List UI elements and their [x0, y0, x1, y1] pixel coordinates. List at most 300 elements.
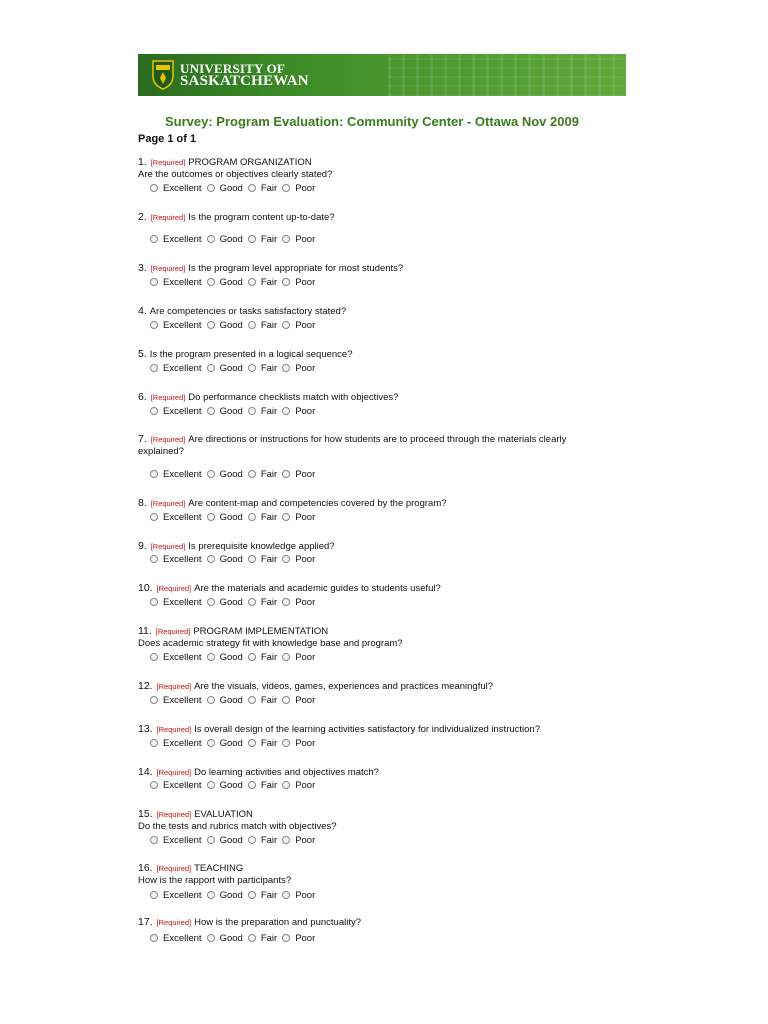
option-label: Good — [219, 651, 243, 663]
radio-button[interactable] — [150, 184, 158, 192]
option-label: Poor — [295, 362, 316, 374]
option-poor[interactable] — [282, 780, 315, 791]
radio-button[interactable] — [207, 598, 215, 606]
option-good[interactable] — [207, 738, 243, 749]
radio-button[interactable] — [248, 739, 256, 747]
option-poor[interactable] — [282, 835, 315, 846]
option-fair[interactable] — [248, 512, 277, 523]
option-excellent[interactable] — [150, 780, 202, 791]
question-heading — [138, 211, 598, 224]
option-good[interactable] — [207, 780, 243, 791]
option-label: Poor — [295, 319, 316, 331]
option-good[interactable] — [207, 695, 243, 706]
option-poor[interactable] — [282, 277, 315, 288]
question-6 — [138, 391, 598, 404]
question-heading — [138, 497, 598, 510]
radio-button[interactable] — [150, 470, 158, 478]
option-good[interactable] — [207, 597, 243, 608]
question-5 — [138, 348, 598, 361]
rating-options-12 — [150, 694, 320, 706]
rating-options-17 — [150, 932, 320, 944]
question-text: PROGRAM ORGANIZATION — [188, 157, 312, 168]
required-tag: [Required] — [156, 584, 192, 593]
radio-button[interactable] — [207, 934, 215, 942]
required-tag: [Required] — [156, 682, 192, 691]
option-label: Excellent — [163, 362, 202, 374]
radio-button[interactable] — [282, 934, 290, 942]
option-fair[interactable] — [248, 234, 277, 245]
option-good[interactable] — [207, 933, 243, 944]
radio-button[interactable] — [150, 364, 158, 372]
option-fair[interactable] — [248, 890, 277, 901]
logo-line-2: SASKATCHEWAN — [180, 73, 309, 89]
radio-button[interactable] — [282, 555, 290, 563]
option-label: Poor — [295, 511, 316, 523]
option-good[interactable] — [207, 835, 243, 846]
radio-button[interactable] — [207, 470, 215, 478]
option-label: Fair — [260, 405, 278, 417]
radio-button[interactable] — [248, 891, 256, 899]
option-fair[interactable] — [248, 933, 277, 944]
option-fair[interactable] — [248, 780, 277, 791]
option-fair[interactable] — [248, 695, 277, 706]
radio-button[interactable] — [248, 278, 256, 286]
option-label: Excellent — [163, 651, 202, 663]
option-excellent[interactable] — [150, 835, 202, 846]
question-number: 10. — [138, 582, 156, 594]
option-label: Good — [219, 889, 243, 901]
option-label: Good — [219, 932, 243, 944]
option-good[interactable] — [207, 320, 243, 331]
option-label: Poor — [295, 233, 316, 245]
option-poor[interactable] — [282, 652, 315, 663]
option-poor[interactable] — [282, 695, 315, 706]
radio-button[interactable] — [150, 321, 158, 329]
question-text: Are content-map and competencies covered by the program? — [188, 498, 447, 509]
option-excellent[interactable] — [150, 406, 202, 417]
option-excellent[interactable] — [150, 320, 202, 331]
question-4 — [138, 305, 598, 318]
question-number: 17. — [138, 916, 156, 928]
radio-button[interactable] — [248, 555, 256, 563]
radio-button[interactable] — [150, 653, 158, 661]
crest-icon — [152, 60, 174, 90]
option-label: Poor — [295, 889, 316, 901]
question-heading — [138, 723, 598, 736]
question-heading — [138, 680, 598, 693]
radio-button[interactable] — [282, 513, 290, 521]
radio-button[interactable] — [248, 184, 256, 192]
rating-options-4 — [150, 319, 320, 331]
option-good[interactable] — [207, 277, 243, 288]
question-number: 16. — [138, 862, 156, 874]
radio-button[interactable] — [150, 891, 158, 899]
radio-button[interactable] — [150, 407, 158, 415]
option-fair[interactable] — [248, 363, 277, 374]
required-tag: [Required] — [150, 542, 186, 551]
radio-button[interactable] — [150, 836, 158, 844]
question-text: Are the visuals, videos, games, experiences and practices meaningful? — [194, 681, 494, 692]
required-tag: [Required] — [150, 499, 186, 508]
option-poor[interactable] — [282, 183, 315, 194]
option-fair[interactable] — [248, 835, 277, 846]
radio-button[interactable] — [248, 836, 256, 844]
radio-button[interactable] — [282, 836, 290, 844]
required-tag: [Required] — [150, 435, 186, 444]
page-info: Page 1 of 1 — [138, 133, 197, 145]
rating-options-8 — [150, 511, 320, 523]
radio-button[interactable] — [248, 513, 256, 521]
option-excellent[interactable] — [150, 277, 202, 288]
option-label: Fair — [260, 468, 278, 480]
question-14 — [138, 766, 598, 779]
required-tag: [Required] — [156, 725, 192, 734]
option-label: Poor — [295, 932, 316, 944]
question-text: Is overall design of the learning activities satisfactory for individualized instruction? — [194, 724, 540, 735]
rating-options-9 — [150, 553, 320, 565]
option-label: Fair — [260, 932, 278, 944]
question-text: Are the materials and academic guides to students useful? — [194, 583, 441, 594]
radio-button[interactable] — [207, 555, 215, 563]
question-number: 9. — [138, 540, 150, 552]
option-label: Good — [219, 596, 243, 608]
question-number: 11. — [138, 625, 155, 637]
question-heading — [138, 305, 598, 318]
option-good[interactable] — [207, 890, 243, 901]
option-label: Good — [219, 834, 243, 846]
radio-button[interactable] — [248, 934, 256, 942]
option-label: Good — [219, 737, 243, 749]
radio-button[interactable] — [248, 781, 256, 789]
radio-button[interactable] — [207, 278, 215, 286]
radio-button[interactable] — [248, 653, 256, 661]
option-label: Excellent — [163, 511, 202, 523]
option-excellent[interactable] — [150, 738, 202, 749]
radio-button[interactable] — [282, 278, 290, 286]
question-heading — [138, 862, 598, 875]
radio-button[interactable] — [248, 364, 256, 372]
question-subtext: How is the rapport with participants? — [138, 875, 292, 886]
radio-button[interactable] — [150, 513, 158, 521]
option-excellent[interactable] — [150, 695, 202, 706]
rating-options-15 — [150, 834, 320, 846]
option-good[interactable] — [207, 652, 243, 663]
option-label: Fair — [260, 889, 278, 901]
question-heading — [138, 766, 598, 779]
question-number: 15. — [138, 808, 156, 820]
option-excellent[interactable] — [150, 933, 202, 944]
required-tag: [Required] — [150, 264, 186, 273]
option-label: Fair — [260, 362, 278, 374]
radio-button[interactable] — [207, 739, 215, 747]
option-label: Poor — [295, 694, 316, 706]
option-poor[interactable] — [282, 234, 315, 245]
option-poor[interactable] — [282, 320, 315, 331]
question-text: Are directions or instructions for how students are to proceed through the materials clearly explained? — [138, 434, 567, 457]
banner-building-pattern — [388, 54, 626, 96]
question-9 — [138, 540, 598, 553]
radio-button[interactable] — [207, 513, 215, 521]
option-label: Good — [219, 182, 243, 194]
question-text: Are competencies or tasks satisfactory stated? — [149, 306, 347, 317]
radio-button[interactable] — [207, 696, 215, 704]
option-label: Fair — [260, 319, 278, 331]
question-17 — [138, 916, 598, 929]
logo-line-1: UNIVERSITY OF — [180, 61, 286, 76]
option-label: Fair — [260, 233, 278, 245]
question-number: 4. — [138, 305, 150, 317]
question-text: Do learning activities and objectives match? — [194, 767, 379, 778]
question-number: 7. — [138, 433, 150, 445]
question-16 — [138, 862, 598, 887]
survey-title: Survey: Program Evaluation: Community Center - Ottawa Nov 2009 — [165, 114, 579, 129]
rating-options-1 — [150, 182, 320, 194]
option-good[interactable] — [207, 512, 243, 523]
question-number: 12. — [138, 680, 156, 692]
question-text: Is the program content up-to-date? — [188, 212, 335, 223]
option-label: Excellent — [163, 834, 202, 846]
radio-button[interactable] — [248, 235, 256, 243]
option-fair[interactable] — [248, 652, 277, 663]
radio-button[interactable] — [282, 739, 290, 747]
option-label: Good — [219, 511, 243, 523]
option-excellent[interactable] — [150, 597, 202, 608]
question-1 — [138, 156, 598, 181]
option-good[interactable] — [207, 554, 243, 565]
radio-button[interactable] — [207, 235, 215, 243]
option-fair[interactable] — [248, 469, 277, 480]
rating-options-5 — [150, 362, 320, 374]
question-text: TEACHING — [194, 863, 244, 874]
question-text: PROGRAM IMPLEMENTATION — [193, 626, 329, 637]
option-label: Poor — [295, 651, 316, 663]
radio-button[interactable] — [282, 891, 290, 899]
option-label: Poor — [295, 596, 316, 608]
option-label: Good — [219, 779, 243, 791]
option-excellent[interactable] — [150, 469, 202, 480]
question-text: Do performance checklists match with objectives? — [188, 392, 399, 403]
radio-button[interactable] — [248, 470, 256, 478]
option-label: Fair — [260, 511, 278, 523]
radio-button[interactable] — [282, 470, 290, 478]
question-number: 2. — [138, 211, 150, 223]
question-number: 14. — [138, 766, 156, 778]
question-subtext: Are the outcomes or objectives clearly stated? — [138, 169, 333, 180]
option-excellent[interactable] — [150, 183, 202, 194]
radio-button[interactable] — [248, 321, 256, 329]
radio-button[interactable] — [207, 781, 215, 789]
question-7 — [138, 433, 598, 458]
radio-button[interactable] — [150, 934, 158, 942]
option-label: Fair — [260, 651, 278, 663]
radio-button[interactable] — [207, 184, 215, 192]
radio-button[interactable] — [150, 598, 158, 606]
option-fair[interactable] — [248, 597, 277, 608]
option-label: Excellent — [163, 319, 202, 331]
option-excellent[interactable] — [150, 512, 202, 523]
question-text: EVALUATION — [194, 809, 253, 820]
question-heading — [138, 540, 598, 553]
option-label: Excellent — [163, 553, 202, 565]
option-poor[interactable] — [282, 469, 315, 480]
question-text: How is the preparation and punctuality? — [194, 917, 362, 928]
question-subtext: Do the tests and rubrics match with objectives? — [138, 821, 337, 832]
question-11 — [138, 625, 598, 650]
option-excellent[interactable] — [150, 890, 202, 901]
option-poor[interactable] — [282, 890, 315, 901]
required-tag: [Required] — [156, 768, 192, 777]
radio-button[interactable] — [282, 184, 290, 192]
university-logo — [152, 58, 309, 92]
option-label: Excellent — [163, 596, 202, 608]
rating-options-13 — [150, 737, 320, 749]
option-good[interactable] — [207, 363, 243, 374]
question-15 — [138, 808, 598, 833]
radio-button[interactable] — [282, 321, 290, 329]
option-label: Good — [219, 468, 243, 480]
option-label: Poor — [295, 553, 316, 565]
radio-button[interactable] — [207, 891, 215, 899]
required-tag: [Required] — [155, 627, 191, 636]
radio-button[interactable] — [207, 321, 215, 329]
option-fair[interactable] — [248, 738, 277, 749]
option-poor[interactable] — [282, 512, 315, 523]
radio-button[interactable] — [282, 781, 290, 789]
option-label: Good — [219, 362, 243, 374]
radio-button[interactable] — [282, 598, 290, 606]
required-tag: [Required] — [156, 864, 192, 873]
radio-button[interactable] — [282, 235, 290, 243]
option-label: Excellent — [163, 468, 202, 480]
option-label: Poor — [295, 405, 316, 417]
option-label: Excellent — [163, 233, 202, 245]
required-tag: [Required] — [156, 918, 192, 927]
question-8 — [138, 497, 598, 510]
question-heading — [138, 348, 598, 361]
radio-button[interactable] — [150, 781, 158, 789]
question-text: Is the program presented in a logical sequence? — [149, 349, 353, 360]
question-number: 3. — [138, 262, 150, 274]
option-poor[interactable] — [282, 738, 315, 749]
university-banner — [138, 54, 626, 96]
required-tag: [Required] — [150, 393, 186, 402]
option-poor[interactable] — [282, 363, 315, 374]
radio-button[interactable] — [150, 739, 158, 747]
option-label: Fair — [260, 694, 278, 706]
rating-options-2 — [150, 233, 320, 245]
option-good[interactable] — [207, 406, 243, 417]
option-label: Fair — [260, 737, 278, 749]
question-number: 8. — [138, 497, 150, 509]
radio-button[interactable] — [207, 364, 215, 372]
question-heading — [138, 262, 598, 275]
radio-button[interactable] — [282, 364, 290, 372]
question-number: 1. — [138, 156, 150, 168]
option-label: Fair — [260, 182, 278, 194]
option-label: Poor — [295, 834, 316, 846]
radio-button[interactable] — [248, 598, 256, 606]
option-label: Excellent — [163, 932, 202, 944]
question-10 — [138, 582, 598, 595]
option-label: Excellent — [163, 889, 202, 901]
radio-button[interactable] — [150, 555, 158, 563]
rating-options-10 — [150, 596, 320, 608]
option-label: Excellent — [163, 737, 202, 749]
rating-options-3 — [150, 276, 320, 288]
required-tag: [Required] — [156, 810, 192, 819]
rating-options-11 — [150, 651, 320, 663]
option-label: Excellent — [163, 276, 202, 288]
radio-button[interactable] — [207, 836, 215, 844]
option-label: Fair — [260, 553, 278, 565]
radio-button[interactable] — [248, 696, 256, 704]
option-good[interactable] — [207, 469, 243, 480]
radio-button[interactable] — [282, 653, 290, 661]
option-label: Poor — [295, 737, 316, 749]
radio-button[interactable] — [282, 696, 290, 704]
option-excellent[interactable] — [150, 554, 202, 565]
radio-button[interactable] — [207, 653, 215, 661]
option-fair[interactable] — [248, 554, 277, 565]
question-3 — [138, 262, 598, 275]
option-label: Good — [219, 276, 243, 288]
option-excellent[interactable] — [150, 234, 202, 245]
option-label: Poor — [295, 276, 316, 288]
option-fair[interactable] — [248, 320, 277, 331]
option-label: Fair — [260, 834, 278, 846]
option-label: Excellent — [163, 779, 202, 791]
option-label: Poor — [295, 182, 316, 194]
question-subtext: Does academic strategy fit with knowledge base and program? — [138, 638, 403, 649]
radio-button[interactable] — [150, 235, 158, 243]
rating-options-7 — [150, 468, 320, 480]
question-heading — [138, 391, 598, 404]
option-label: Good — [219, 694, 243, 706]
required-tag: [Required] — [150, 213, 186, 222]
option-fair[interactable] — [248, 183, 277, 194]
question-heading — [138, 625, 598, 638]
question-13 — [138, 723, 598, 736]
option-label: Good — [219, 319, 243, 331]
rating-options-16 — [150, 889, 320, 901]
option-poor[interactable] — [282, 406, 315, 417]
option-excellent[interactable] — [150, 363, 202, 374]
option-poor[interactable] — [282, 554, 315, 565]
option-label: Poor — [295, 779, 316, 791]
option-excellent[interactable] — [150, 652, 202, 663]
option-fair[interactable] — [248, 406, 277, 417]
question-number: 5. — [138, 348, 150, 360]
radio-button[interactable] — [207, 407, 215, 415]
option-good[interactable] — [207, 234, 243, 245]
radio-button[interactable] — [248, 407, 256, 415]
option-label: Good — [219, 553, 243, 565]
radio-button[interactable] — [150, 278, 158, 286]
option-poor[interactable] — [282, 933, 315, 944]
question-number: 6. — [138, 391, 150, 403]
radio-button[interactable] — [150, 696, 158, 704]
question-heading — [138, 156, 598, 169]
question-number: 13. — [138, 723, 156, 735]
option-good[interactable] — [207, 183, 243, 194]
radio-button[interactable] — [282, 407, 290, 415]
option-label: Excellent — [163, 182, 202, 194]
option-fair[interactable] — [248, 277, 277, 288]
option-label: Good — [219, 233, 243, 245]
option-poor[interactable] — [282, 597, 315, 608]
question-2 — [138, 211, 598, 224]
option-label: Fair — [260, 596, 278, 608]
